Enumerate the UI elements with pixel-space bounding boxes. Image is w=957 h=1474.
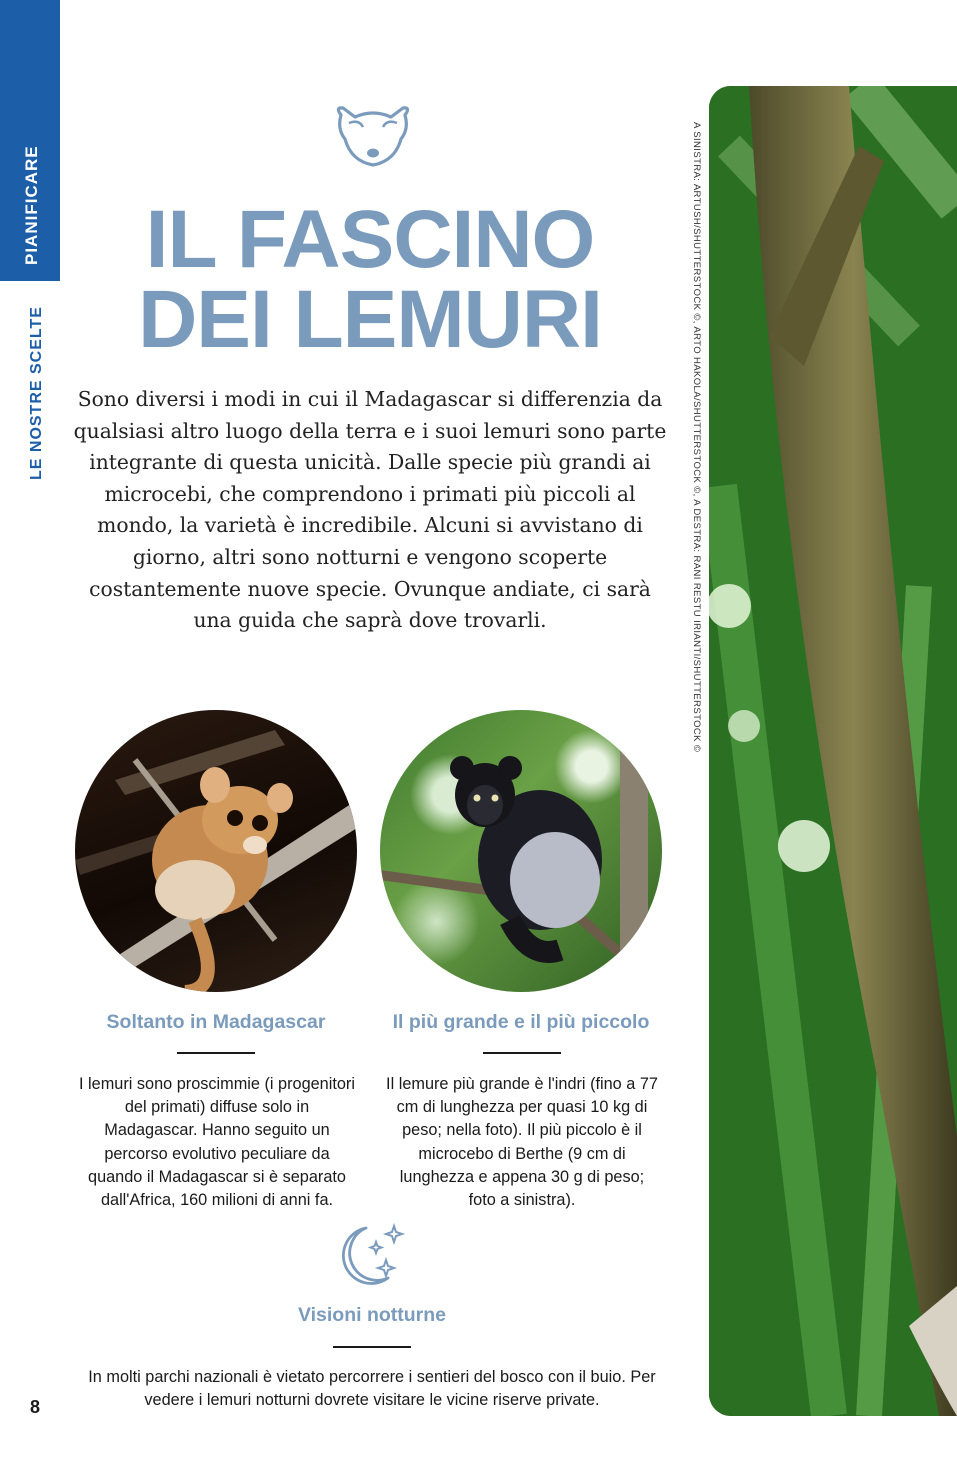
section-divider — [483, 1052, 561, 1054]
title-line-1: IL FASCINO — [145, 194, 595, 285]
section-body-madagascar: I lemuri sono proscimmie (i progenitori del primati) diffuse solo in Madagascar. Hanno seguito un percorso evolutivo peculiare da quando il Madagascar si è separato dall'Africa, 160 milioni di anni fa. — [79, 1075, 355, 1210]
section-subtitle: LE NOSTRE SCELTE — [28, 306, 45, 480]
title-line-2: DEI LEMURI — [138, 274, 602, 365]
forest-trunk-photo — [709, 86, 957, 1416]
section-heading-sizes: Il più grande e il più piccolo — [392, 1011, 650, 1033]
page-title — [90, 194, 650, 365]
page-number: 8 — [30, 1397, 41, 1417]
section-divider — [333, 1346, 411, 1348]
section-heading-night: Visioni notturne — [297, 1304, 447, 1326]
photo-credit: A SINISTRA: ARTUSH/SHUTTERSTOCK ©, ARTO HAKOLA/SHUTTERSTOCK ©, A DESTRA: RANI RESTU IRIANTI/SHUTTERSTOCK © — [691, 122, 702, 753]
section-divider — [177, 1052, 255, 1054]
lemur-face-icon — [333, 105, 413, 169]
mouse-lemur-photo — [75, 710, 357, 992]
section-heading-madagascar: Soltanto in Madagascar — [106, 1011, 326, 1033]
moon-stars-icon — [336, 1222, 408, 1288]
section-tab-label: PIANIFICARE — [22, 145, 41, 265]
intro-paragraph: Sono diversi i modi in cui il Madagascar si differenzia da qualsiasi altro luogo della terra e i suoi lemuri sono parte integrante di questa unicità. Dalle specie più grandi ai microcebi, che comprendono i primati più piccoli al mondo, la varietà è incredibile. Alcuni si avvistano di giorno, altri sono notturni e vengono scoperte costantemente nuove specie. Ovunque andiate, ci sarà una guida che saprà dove trovarli. — [73, 387, 667, 633]
section-body-night: In molti parchi nazionali è vietato percorrere i sentieri del bosco con il buio. Per vedere i lemuri notturni dovrete visitare le vicine riserve private. — [88, 1368, 656, 1410]
indri-photo — [380, 710, 662, 992]
section-body-sizes: Il lemure più grande è l'indri (fino a 77 cm di lunghezza per quasi 10 kg di peso; nella foto). Il più piccolo è il microcebo di Berthe (9 cm di lunghezza e appena 30 g di peso; foto a sinistra). — [386, 1075, 658, 1210]
